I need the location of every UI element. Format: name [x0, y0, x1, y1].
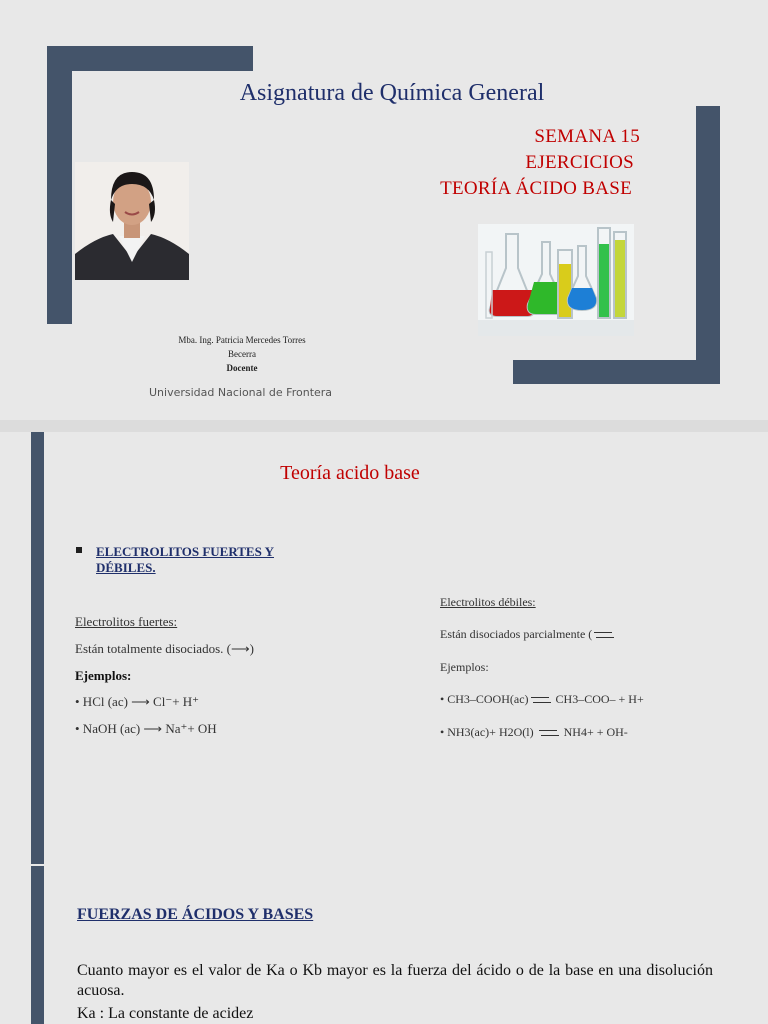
slide3-ka-definition: Ka : La constante de acidez [77, 1005, 254, 1022]
teacher-name-line1: Mba. Ing. Patricia Mercedes Torres [178, 335, 306, 345]
subtitle-exercises: EJERCICIOS [525, 152, 634, 173]
strong-example-naoh: • NaOH (ac) ⟶ Na⁺+ OH [75, 721, 217, 736]
teacher-name [152, 333, 332, 375]
weak-electrolytes-heading: Electrolitos débiles: [440, 595, 536, 609]
strong-electrolytes-description: Están totalmente disociados. (⟶) [75, 641, 254, 656]
lab-glassware-image [478, 224, 634, 336]
weak-examples-label: Ejemplos: [440, 660, 489, 674]
strong-example-hcl: • HCl (ac) ⟶ Cl⁻+ H⁺ [75, 694, 200, 709]
teacher-name-line2: Becerra [228, 349, 256, 359]
frame-bottom-right-horizontal [513, 360, 720, 384]
teacher-photo [75, 162, 189, 280]
weak-example1-right: CH3–COO– + H+ [555, 692, 644, 706]
subtitle-acid-base: TEORÍA ÁCIDO BASE [440, 178, 632, 199]
university-name: Universidad Nacional de Frontera [149, 386, 333, 399]
slide2-left-bar [31, 432, 44, 864]
equilibrium-arrows-icon [594, 631, 614, 639]
slide3-left-bar [31, 866, 44, 1024]
weak-example2-right: NH4+ + OH- [563, 725, 628, 739]
slide3-body: Cuanto mayor es el valor de Ka o Kb mayor es la fuerza del ácido o de la base en una disolución acuosa. [77, 962, 713, 999]
weak-example-ammonia [440, 725, 628, 740]
teacher-role: Docente [226, 363, 258, 373]
frame-bottom-right-vertical [696, 106, 720, 384]
bullet-heading-text: ELECTROLITOS FUERTES Y DÉBILES. [96, 544, 274, 575]
week-label: SEMANA 15 [534, 126, 640, 147]
weak-description-text: Están disociados parcialmente ( [440, 627, 593, 641]
slide3-heading: FUERZAS DE ÁCIDOS Y BASES [77, 906, 314, 923]
slide-separator [0, 420, 768, 432]
equilibrium-arrows-icon [539, 729, 559, 737]
weak-example-acetic [440, 692, 644, 707]
slide-title [0, 0, 768, 420]
frame-top-left-horizontal [47, 46, 253, 71]
weak-example1-left: • CH3–COOH(ac) [440, 692, 529, 706]
strong-examples-label: Ejemplos: [75, 668, 132, 683]
slide2-title: Teoría acido base [280, 462, 420, 484]
equilibrium-arrows-icon [531, 696, 551, 704]
bullet-heading [76, 544, 316, 576]
strong-electrolytes-heading: Electrolitos fuertes: [75, 614, 178, 629]
weak-example2-left: • NH3(ac)+ H2O(l) [440, 725, 534, 739]
weak-electrolytes-description [440, 627, 616, 642]
bullet-square-icon [76, 547, 82, 553]
course-title: Asignatura de Química General [239, 80, 545, 106]
